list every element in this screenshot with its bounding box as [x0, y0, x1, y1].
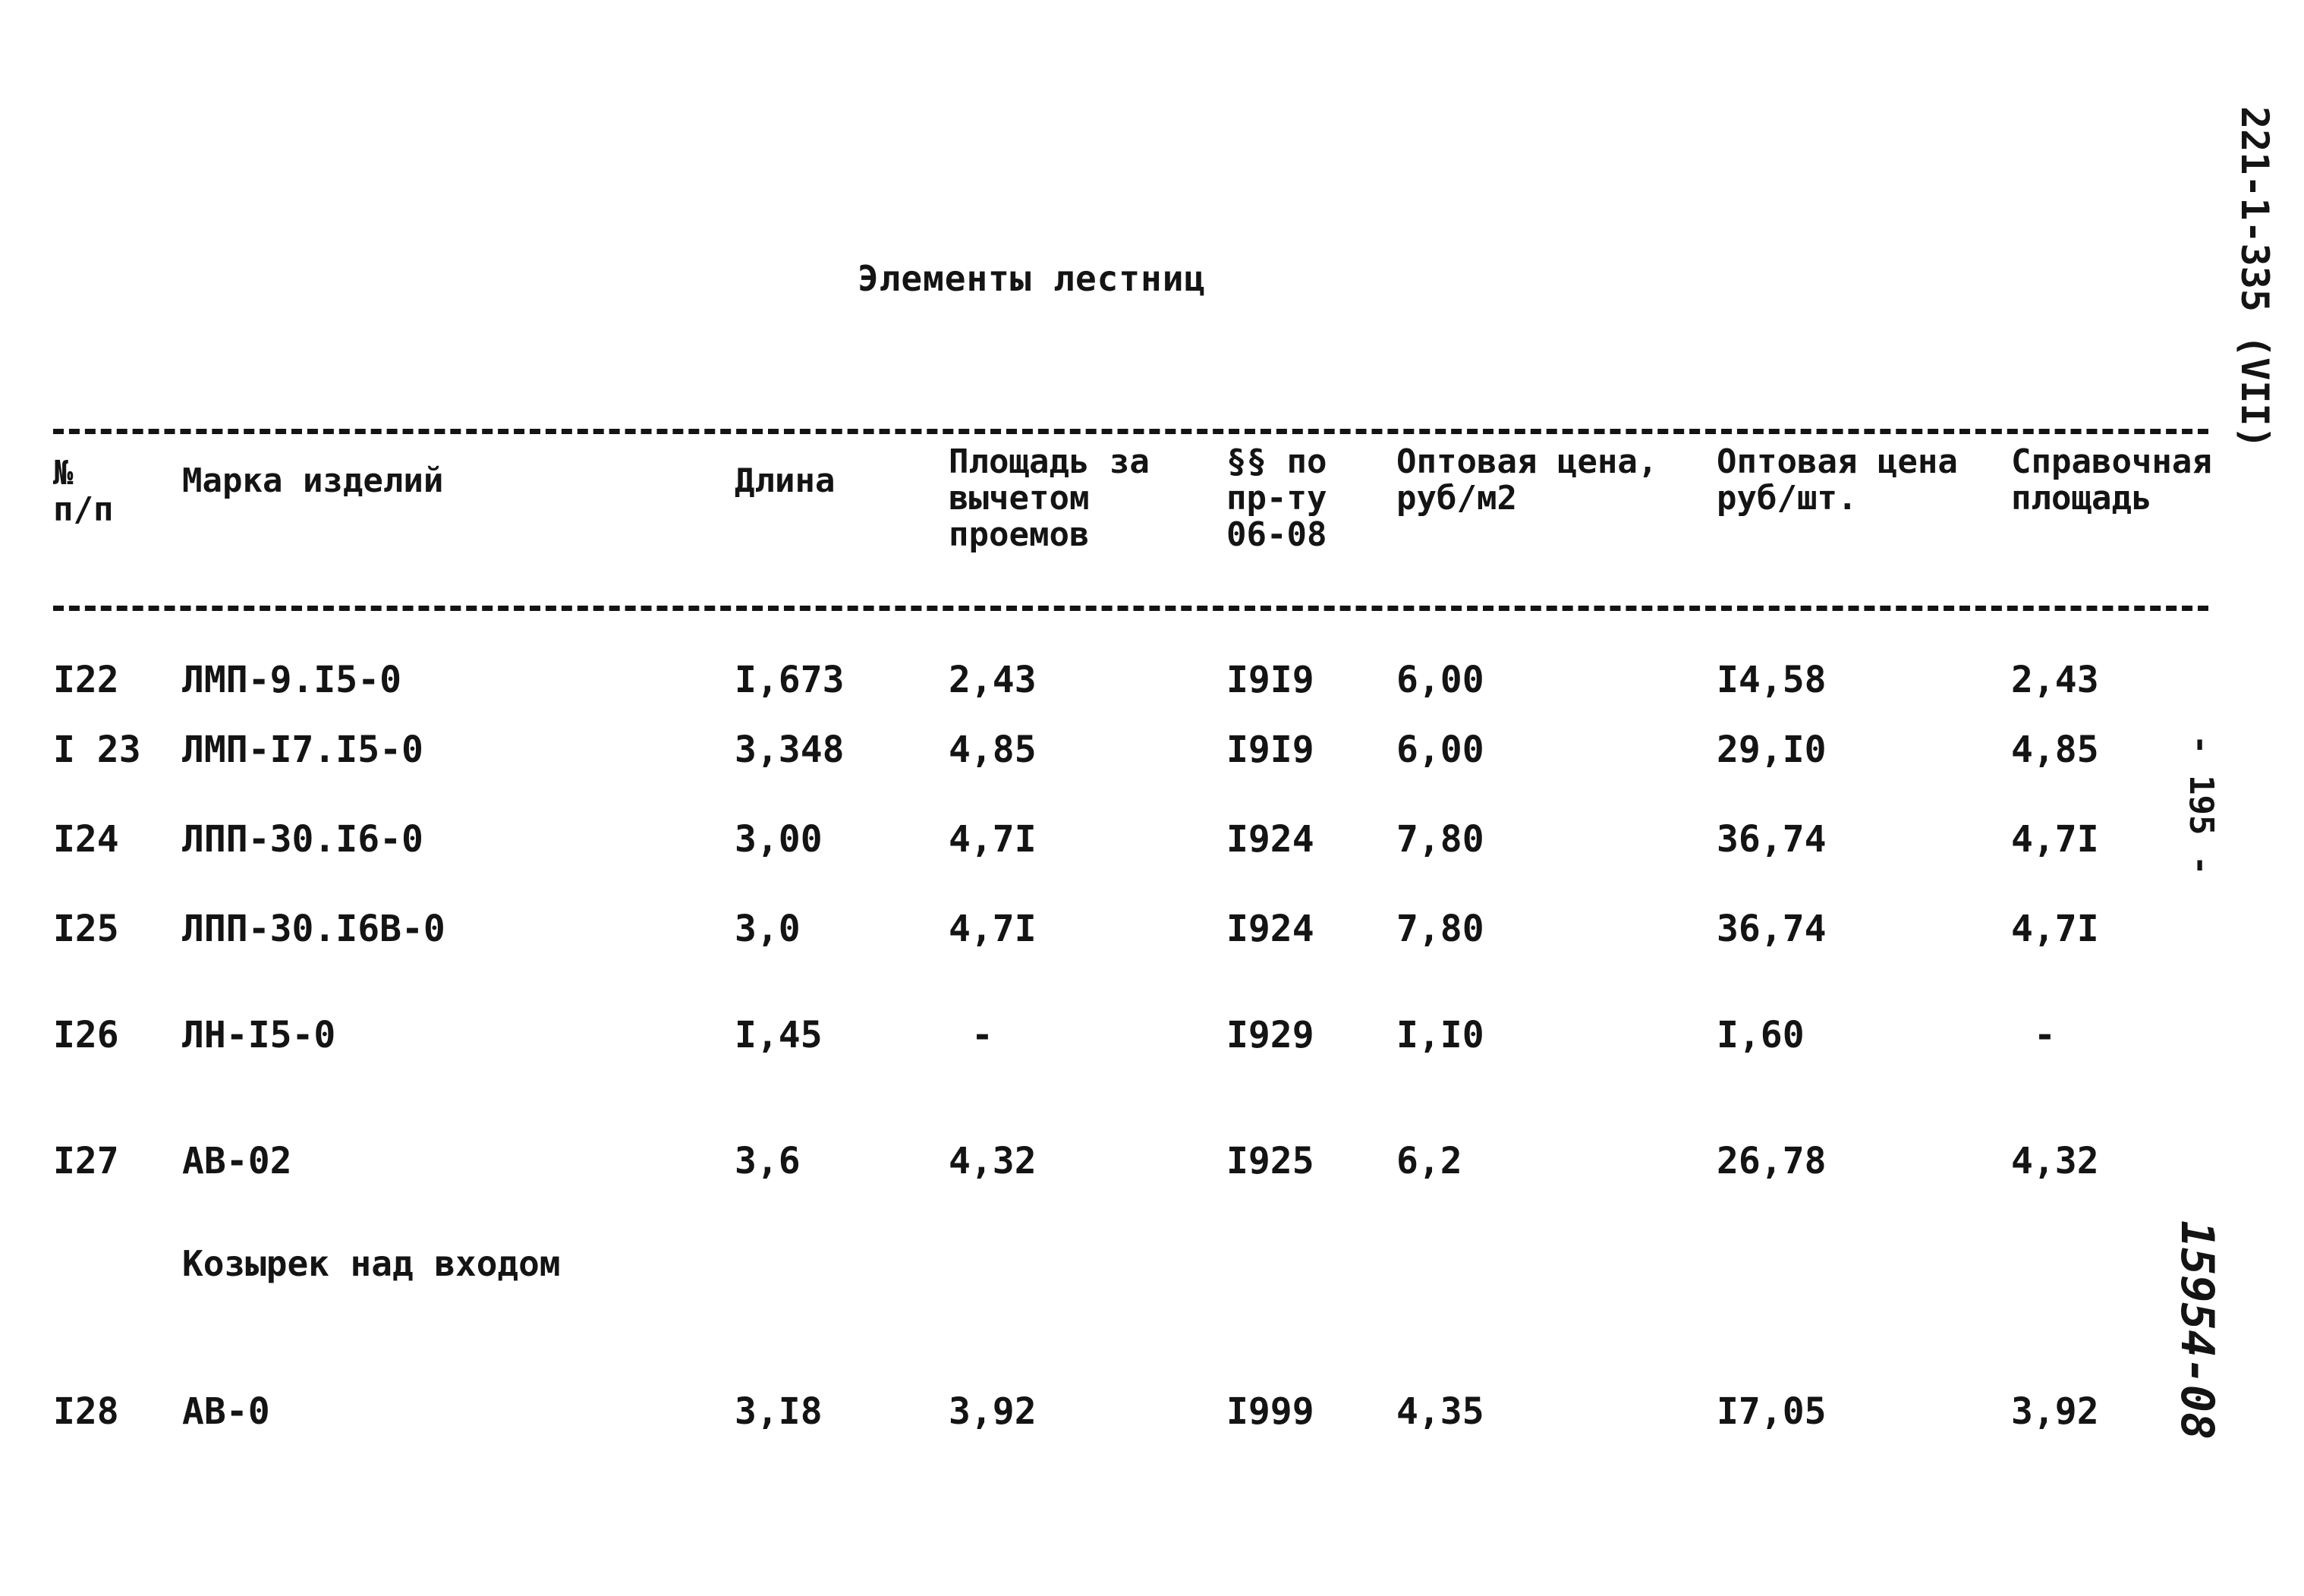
- cell-price-pc: 36,74: [1717, 818, 1827, 861]
- cell-ref-area: 4,32: [2011, 1140, 2099, 1182]
- cell-length: I,673: [735, 659, 845, 701]
- cell-area: 2,43: [949, 659, 1037, 701]
- cell-price-m2: 4,35: [1396, 1390, 1484, 1433]
- page-title: Элементы лестниц: [858, 258, 1207, 299]
- cell-paragraph: I9I9: [1226, 659, 1314, 701]
- cell-paragraph: I924: [1226, 908, 1314, 950]
- cell-mark: ЛМП-I7.I5-0: [182, 729, 423, 771]
- header-bottom-rule: [53, 606, 2208, 611]
- cell-length: 3,0: [735, 908, 801, 950]
- cell-length: 3,I8: [735, 1390, 823, 1433]
- cell-num: I27: [53, 1140, 119, 1182]
- header-price-m2: Оптовая цена, руб/м2: [1396, 442, 1658, 518]
- archive-number: 15954-08: [2170, 1220, 2224, 1440]
- header-mark: Марка изделий: [182, 461, 444, 500]
- cell-ref-area: 4,7I: [2011, 908, 2099, 950]
- cell-ref-area: 4,85: [2011, 729, 2099, 771]
- cell-area: -: [971, 1014, 993, 1056]
- cell-area: 4,85: [949, 729, 1037, 771]
- header-price-pc: Оптовая цена руб/шт.: [1717, 442, 1958, 518]
- header-area-net: Площадь за вычетом проемов: [949, 442, 1150, 554]
- cell-price-m2: 7,80: [1396, 908, 1484, 950]
- page-number: - 195 -: [2182, 735, 2221, 876]
- cell-price-pc: 29,I0: [1717, 729, 1827, 771]
- cell-num: I26: [53, 1014, 119, 1056]
- header-ref-area: Справочная площадь: [2011, 442, 2212, 518]
- cell-num: I24: [53, 818, 119, 861]
- cell-price-m2: 6,00: [1396, 729, 1484, 771]
- cell-paragraph: I925: [1226, 1140, 1314, 1182]
- cell-price-m2: 6,00: [1396, 659, 1484, 701]
- side-document-code: 221-1-335 (VII): [2233, 106, 2277, 449]
- cell-num: I25: [53, 908, 119, 950]
- cell-paragraph: I924: [1226, 818, 1314, 861]
- cell-mark: ЛМП-9.I5-0: [182, 659, 401, 701]
- cell-price-pc: I4,58: [1717, 659, 1827, 701]
- cell-length: I,45: [735, 1014, 823, 1056]
- cell-area: 4,32: [949, 1140, 1037, 1182]
- cell-num: I 23: [53, 729, 141, 771]
- cell-length: 3,6: [735, 1140, 801, 1182]
- cell-paragraph: I929: [1226, 1014, 1314, 1056]
- cell-paragraph: I999: [1226, 1390, 1314, 1433]
- cell-price-m2: 7,80: [1396, 818, 1484, 861]
- cell-price-pc: I,60: [1717, 1014, 1805, 1056]
- cell-ref-area: 4,7I: [2011, 818, 2099, 861]
- cell-price-m2: I,I0: [1396, 1014, 1484, 1056]
- header-num: № п/п: [53, 454, 114, 529]
- cell-paragraph: I9I9: [1226, 729, 1314, 771]
- cell-mark: ЛН-I5-0: [182, 1014, 336, 1056]
- header-paragraph: §§ по пр-ту 06-08: [1226, 442, 1327, 554]
- cell-num: I28: [53, 1390, 119, 1433]
- cell-price-m2: 6,2: [1396, 1140, 1462, 1182]
- cell-num: I22: [53, 659, 119, 701]
- cell-area: 3,92: [949, 1390, 1037, 1433]
- cell-price-pc: I7,05: [1717, 1390, 1827, 1433]
- cell-length: 3,00: [735, 818, 823, 861]
- cell-mark: АВ-02: [182, 1140, 292, 1182]
- cell-length: 3,348: [735, 729, 845, 771]
- cell-ref-area: 3,92: [2011, 1390, 2099, 1433]
- cell-mark: ЛПП-30.I6-0: [182, 818, 423, 861]
- cell-mark: АВ-0: [182, 1390, 270, 1433]
- cell-price-pc: 26,78: [1717, 1140, 1827, 1182]
- header-length: Длина: [735, 461, 836, 500]
- section-label: Козырек над входом: [182, 1243, 561, 1284]
- cell-mark: ЛПП-30.I6В-0: [182, 908, 445, 950]
- cell-price-pc: 36,74: [1717, 908, 1827, 950]
- header-top-rule: [53, 429, 2208, 434]
- cell-area: 4,7I: [949, 908, 1037, 950]
- cell-ref-area: 2,43: [2011, 659, 2099, 701]
- cell-area: 4,7I: [949, 818, 1037, 861]
- cell-ref-area: -: [2034, 1014, 2056, 1056]
